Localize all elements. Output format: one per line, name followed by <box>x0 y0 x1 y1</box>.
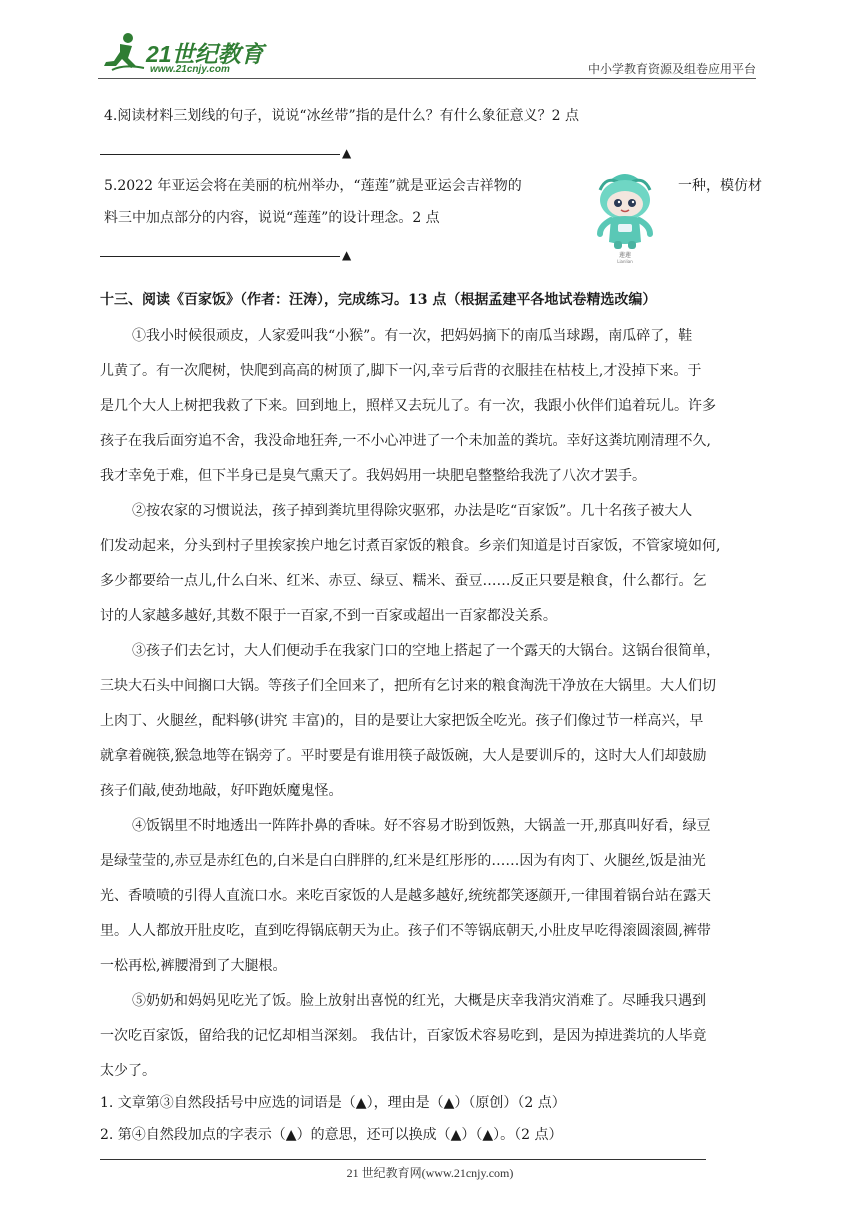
p4-line2: 是绿莹莹的,赤豆是赤红色的,白米是白白胖胖的,红米是红彤彤的……因为有肉丁、火腿丝,饭是油光 <box>100 853 706 869</box>
p4-line3: 光、香喷喷的引得人直流口水。来吃百家饭的人是越多越好,统统都笑逐颜开,一律围着锅台站在露天 <box>100 888 711 904</box>
platform-name: 中小学教育资源及组卷应用平台 <box>587 62 756 76</box>
p3-line5: 孩子们敲,使劲地敲，好吓跑妖魔鬼怪。 <box>100 783 343 799</box>
p1-line5: 我才幸免于难，但下半身已是臭气熏天了。我妈妈用一块肥皂整整给我洗了八次才罢手。 <box>100 468 646 484</box>
p3-line4: 就拿着碗筷,猴急地等在锅旁了。平时要是有谁用筷子敲饭碗，大人是要训斥的，这时大人们却鼓励 <box>100 748 707 764</box>
p2-line2: 们发动起来，分头到村子里挨家挨户地乞讨煮百家饭的粮食。乡亲们知道是讨百家饭，不管家境如何, <box>100 538 721 554</box>
p4-line4: 里。人人都放开肚皮吃，直到吃得锅底朝天为止。孩子们不等锅底朝天,小肚皮早吃得滚圆滚圆,裤带 <box>100 923 711 939</box>
p3-line3: 上肉丁、火腿丝，配料够(讲究 丰富)的，目的是要让大家把饭全吃光。孩子们像过节一样高兴，早 <box>100 713 704 729</box>
p4-line1: ④饭锅里不时地透出一阵阵扑鼻的香味。好不容易才盼到饭熟，大锅盖一开,那真叫好看，绿豆 <box>132 818 711 834</box>
footer-rule <box>100 1159 706 1160</box>
p5-line2: 一次吃百家饭，留给我的记忆却相当深刻。 我估计，百家饭术容易吃到，是因为掉进粪坑的人毕竟 <box>100 1028 707 1044</box>
p5-line1: ⑤奶奶和妈妈见吃光了饭。脸上放射出喜悦的红光，大概是庆幸我消灾消难了。尽睡我只遇到 <box>132 993 706 1009</box>
question-5-line2: 料三中加点部分的内容，说说“莲莲”的设计理念。2 点 <box>104 210 440 226</box>
logo-url: www.21cnjy.com <box>150 64 230 75</box>
mascot-lianlian-image <box>578 168 672 264</box>
runner-logo-icon <box>98 30 148 76</box>
p1-line2: 儿黄了。有一次爬树，快爬到高高的树顶了,脚下一闪,幸亏后背的衣服挂在枯枝上,才没掉下来。于 <box>100 363 702 379</box>
mascot-caption-en: Lianlian <box>617 259 633 264</box>
p2-line4: 讨的人家越多越好,其数不限于一百家,不到一百家或超出一百家都没关系。 <box>100 608 557 624</box>
question-5-line1-end: 一种，模仿材 <box>678 178 762 194</box>
answer-mark-4: ▲ <box>342 146 352 160</box>
p2-line3: 多少都要给一点儿,什么白米、红米、赤豆、绿豆、糯米、蚕豆……反正只要是粮食，什么都行。乞 <box>100 573 707 589</box>
section-heading: 十三、阅读《百家饭》（作者：汪涛），完成练习。13 点（根据孟建平各地试卷精选改编） <box>100 292 657 308</box>
question-5-line1: 5.2022 年亚运会将在美丽的杭州举办，“莲莲”就是亚运会吉祥物的 <box>104 178 522 194</box>
p1-line4: 孩子在我后面穷追不舍，我没命地狂奔,一不小心冲进了一个未加盖的粪坑。幸好这粪坑刚清理不久, <box>100 433 711 449</box>
answer-line-5[interactable] <box>100 256 340 257</box>
p5-line3: 太少了。 <box>100 1063 156 1079</box>
question-4: 4.阅读材料三划线的句子，说说“冰丝带”指的是什么？有什么象征意义？2 点 <box>104 108 580 124</box>
header-rule <box>98 78 756 79</box>
site-logo[interactable] <box>98 30 268 80</box>
answer-mark-5: ▲ <box>342 248 352 262</box>
p4-line5: 一松再松,裤腰滑到了大腿根。 <box>100 958 287 974</box>
p1-line1: ①我小时候很顽皮，人家爱叫我“小猴”。有一次，把妈妈摘下的南瓜当球踢，南瓜碎了，鞋 <box>132 328 693 344</box>
p2-line1: ②按农家的习惯说法，孩子掉到粪坑里得除灾驱邪，办法是吃“百家饭”。几十名孩子被大人 <box>132 503 693 519</box>
p1-line3: 是几个大人上树把我救了下来。回到地上，照样又去玩儿了。有一次，我跟小伙伴们追着玩儿。许多 <box>100 398 716 414</box>
page-footer[interactable]: 21 世纪教育网(www.21cnjy.com) <box>346 1166 514 1180</box>
p3-line2: 三块大石头中间搁口大锅。等孩子们全回来了，把所有乞讨来的粮食淘洗干净放在大锅里。大人们切 <box>100 678 716 694</box>
answer-line-4[interactable] <box>100 154 340 155</box>
question-1: 1. 文章第③自然段括号中应选的词语是（▲），理由是（▲）（原创）（2 点） <box>100 1095 566 1111</box>
logo-text: 21世纪教育 <box>146 41 264 67</box>
page-header <box>98 30 756 80</box>
mascot-caption: 莲莲 <box>618 252 632 259</box>
p3-line1: ③孩子们去乞讨，大人们便动手在我家门口的空地上搭起了一个露天的大锅台。这锅台很简单， <box>132 643 720 659</box>
question-2: 2. 第④自然段加点的字表示（▲）的意思，还可以换成（▲）（▲）。（2 点） <box>100 1127 563 1143</box>
